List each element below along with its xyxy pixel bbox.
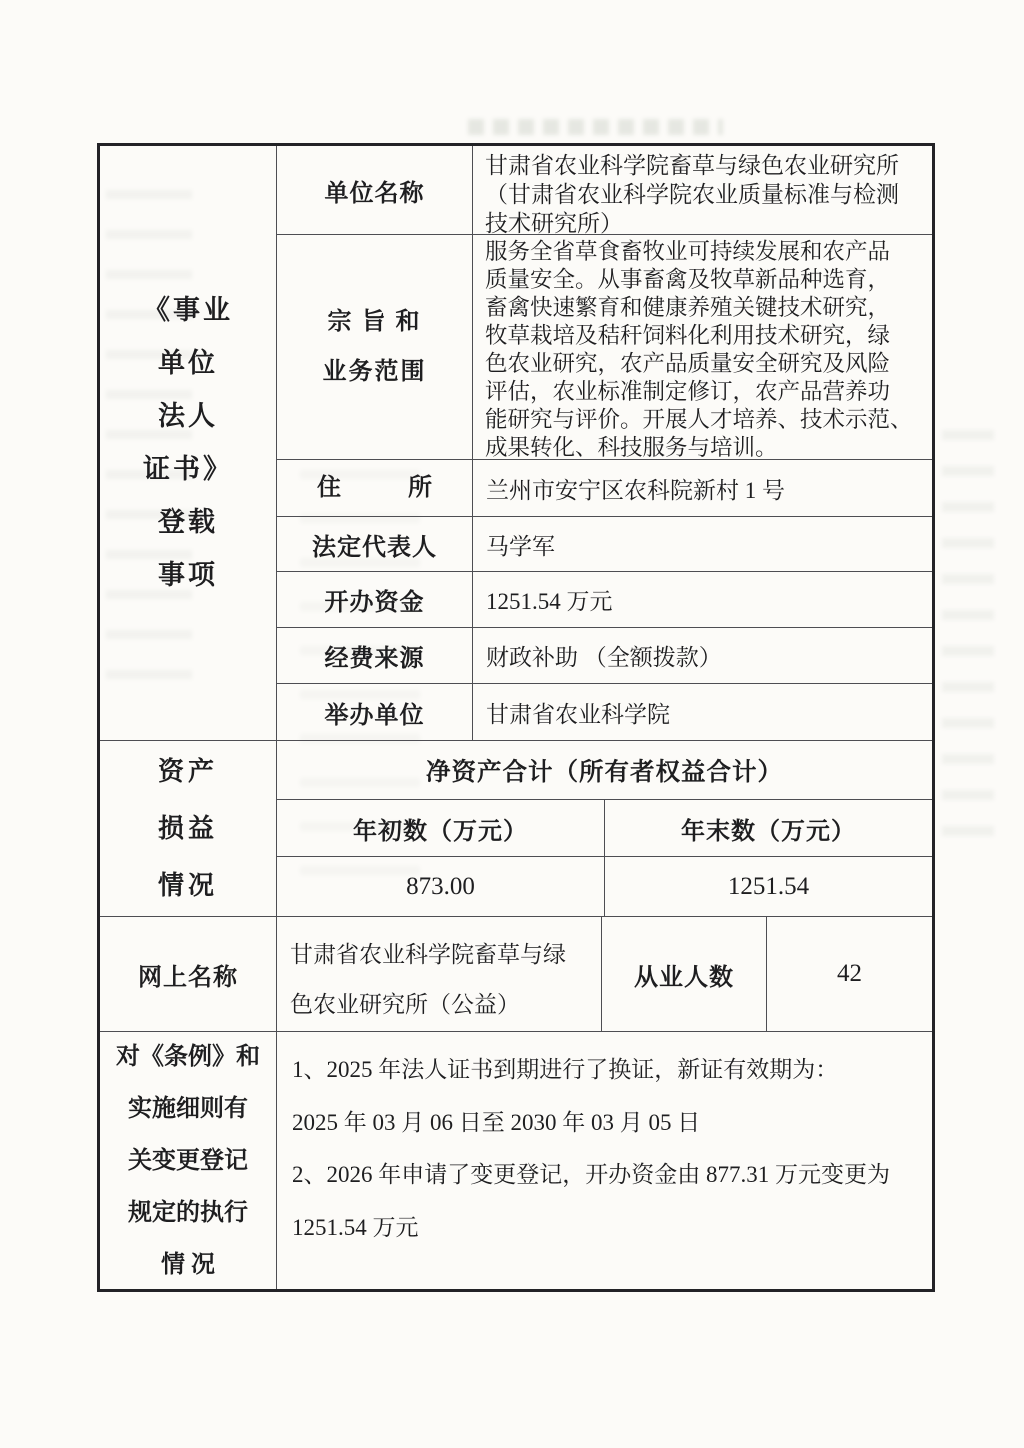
- unit-name-line: 甘肃省农业科学院畜草与绿色农业研究所: [485, 153, 899, 178]
- purpose-line: 评估，农业标准制定修订，农产品营养功: [485, 379, 891, 404]
- compliance-content: [277, 1032, 932, 1289]
- registration-table: [97, 143, 935, 1292]
- side-label-line: 登载: [158, 507, 218, 537]
- online-name-value: [277, 917, 602, 1032]
- compliance-side-header: [100, 1032, 277, 1289]
- funding-source-value: 财政补助 （全额拨款）: [473, 628, 932, 684]
- purpose-scope-label: [277, 235, 473, 460]
- side-label-line: 关变更登记: [128, 1147, 248, 1174]
- assets-section: [100, 741, 932, 917]
- unit-name-label: 单位名称: [277, 146, 473, 235]
- year-start-value: 873.00: [277, 857, 605, 917]
- year-end-label: 年末数（万元）: [605, 800, 932, 857]
- funding-source-label: 经费来源: [277, 628, 473, 684]
- side-label-line: 实施细则有: [128, 1095, 248, 1122]
- sponsor-unit-label: 举办单位: [277, 684, 473, 741]
- purpose-line: 畜禽快速繁育和健康养殖关键技术研究，: [485, 295, 891, 320]
- legal-representative-label: 法定代表人: [277, 517, 473, 572]
- compliance-line: 2025 年 03 月 06 日至 2030 年 03 月 05 日: [292, 1109, 701, 1135]
- purpose-line: 服务全省草食畜牧业可持续发展和农产品: [485, 239, 891, 264]
- side-label-line: 资产: [157, 757, 218, 786]
- address-label: 住所: [277, 460, 473, 517]
- side-label-line: 单位: [158, 348, 218, 378]
- purpose-line: 成果转化、科技服务与培训。: [485, 435, 778, 460]
- side-label-line: 规定的执行: [128, 1199, 248, 1226]
- unit-name-line: 技术研究所）: [485, 211, 623, 235]
- side-label-line: 对《条例》和: [116, 1043, 260, 1070]
- certificate-side-header: [100, 146, 277, 741]
- address-value: 兰州市安宁区农科院新村 1 号: [473, 460, 932, 517]
- purpose-line: 质量安全。从事畜禽及牧草新品种选育，: [485, 267, 891, 292]
- opening-funds-label: 开办资金: [277, 572, 473, 628]
- side-label-line: 情 况: [161, 1251, 215, 1278]
- bleed-through-artifact: [942, 430, 994, 860]
- year-start-label: 年初数（万元）: [277, 800, 605, 857]
- legal-representative-value: 马学军: [473, 517, 932, 572]
- online-name-line: 色农业研究所（公益）: [290, 992, 520, 1017]
- compliance-line: 1、2025 年法人证书到期进行了换证，新证有效期为：: [292, 1057, 839, 1082]
- compliance-line: 2、2026 年申请了变更登记，开办资金由 877.31 万元变更为: [292, 1162, 890, 1187]
- year-end-value: 1251.54: [605, 857, 932, 917]
- side-label-line: 事项: [158, 560, 218, 590]
- online-name-line: 甘肃省农业科学院畜草与绿: [290, 942, 566, 967]
- sponsor-unit-value: 甘肃省农业科学院: [473, 684, 932, 741]
- staff-count-label: 从业人数: [602, 917, 767, 1032]
- side-label-line: 证书》: [143, 454, 233, 484]
- side-label-line: 损益: [157, 814, 218, 843]
- purpose-line: 牧草栽培及秸秆饲料化利用技术研究，绿: [485, 323, 891, 348]
- opening-funds-value: 1251.54 万元: [473, 572, 932, 628]
- certificate-items-section: [100, 146, 932, 741]
- side-label-line: 《事业: [143, 295, 233, 325]
- staff-count-value: 42: [767, 917, 932, 1032]
- unit-name-value: [473, 146, 932, 235]
- unit-name-line: （甘肃省农业科学院农业质量标准与检测: [485, 182, 899, 207]
- online-name-section: [100, 917, 932, 1032]
- compliance-line: 1251.54 万元: [292, 1214, 419, 1240]
- purpose-scope-label-line: 业务范围: [322, 359, 427, 385]
- bleed-through-artifact: [468, 119, 723, 135]
- side-label-line: 法人: [158, 401, 218, 431]
- compliance-section: [100, 1032, 932, 1289]
- online-name-label: 网上名称: [100, 917, 277, 1032]
- assets-side-header: [100, 741, 277, 917]
- purpose-line: 能研究与评价。开展人才培养、技术示范、: [485, 407, 913, 432]
- net-assets-header: 净资产合计（所有者权益合计）: [277, 741, 932, 800]
- purpose-scope-value: [473, 235, 932, 460]
- purpose-line: 色农业研究，农产品质量安全研究及风险: [485, 351, 891, 376]
- side-label-line: 情况: [157, 871, 218, 900]
- purpose-scope-label-line: 宗 旨 和: [327, 309, 422, 335]
